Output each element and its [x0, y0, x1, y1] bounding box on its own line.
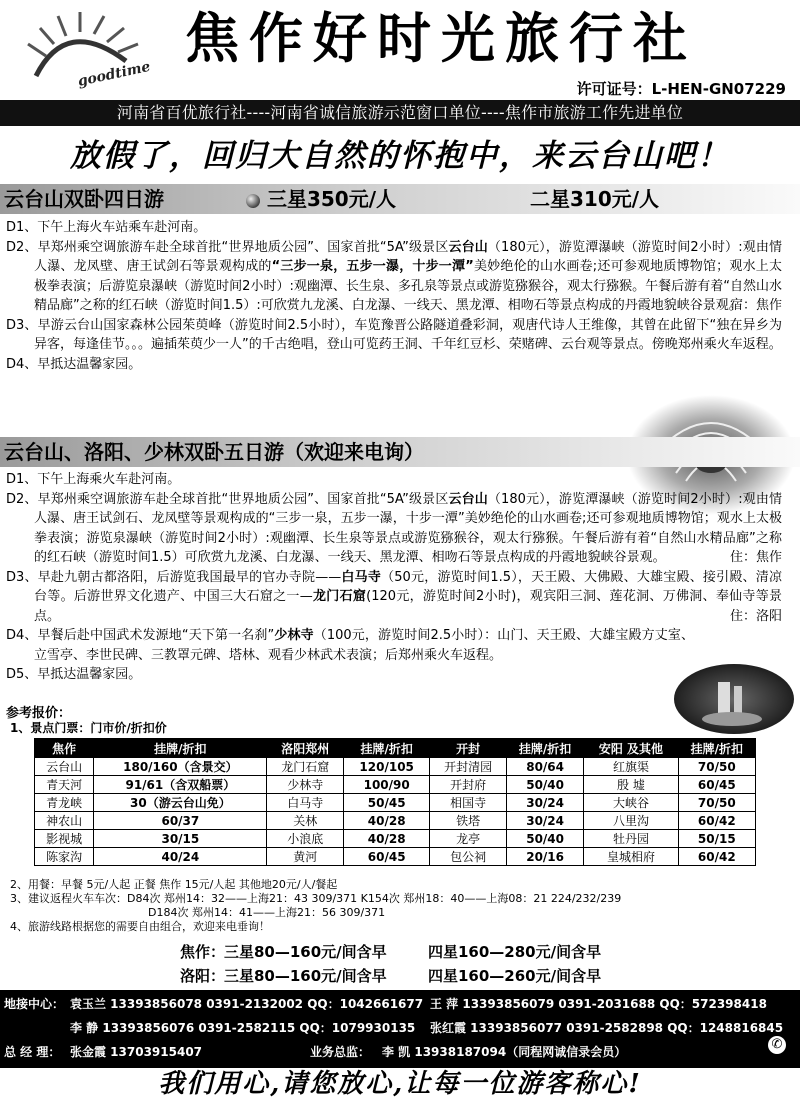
- table-header-row: [35, 739, 756, 758]
- agency-title: 焦作好时光旅行社: [185, 6, 697, 70]
- logo-text: goodtime: [76, 58, 152, 90]
- table-cell: 陈家沟: [35, 848, 94, 866]
- waterfall-image: [674, 664, 794, 734]
- table-cell: 龙门石窟: [267, 758, 344, 776]
- contact-entry: 王 萍 13393856079 0391-2031688 QQ：572398418: [430, 997, 767, 1011]
- tour2-header: [0, 437, 800, 467]
- hotel-3star-price: 三星80—160元/间含早: [224, 943, 387, 961]
- table-cell: 黄河: [267, 848, 344, 866]
- table-cell: 云台山: [35, 758, 94, 776]
- contact-center-label: 地接中心：: [4, 997, 65, 1011]
- table-cell: 30/15: [94, 830, 267, 848]
- table-cell: 白马寺: [267, 794, 344, 812]
- table-cell: 八里沟: [584, 812, 678, 830]
- table-cell: 开封清园: [430, 758, 507, 776]
- table-cell: 少林寺: [267, 776, 344, 794]
- table-row: [35, 830, 756, 848]
- reference-subtitle: 1、景点门票：门市价/折扣价: [10, 721, 167, 735]
- tour1-price-3star: 三星350元/人: [246, 184, 396, 214]
- table-cell: 小浪底: [267, 830, 344, 848]
- table-row: [35, 758, 756, 776]
- table-cell: 60/45: [678, 776, 755, 794]
- table-cell: 70/50: [678, 794, 755, 812]
- col-header: 挂牌/折扣: [94, 739, 267, 758]
- table-cell: 40/28: [344, 812, 430, 830]
- headline-slogan: 放假了，回归大自然的怀抱中，来云台山吧！: [70, 138, 730, 174]
- reference-notes: [10, 878, 790, 934]
- table-cell: 青龙峡: [35, 794, 94, 812]
- table-cell: 40/24: [94, 848, 267, 866]
- table-cell: 红旗渠: [584, 758, 678, 776]
- table-cell: 91/61（含双船票）: [94, 776, 267, 794]
- table-cell: 80/64: [506, 758, 583, 776]
- table-row: [35, 776, 756, 794]
- table-cell: 60/42: [678, 848, 755, 866]
- table-cell: 30/24: [506, 812, 583, 830]
- table-row: [35, 848, 756, 866]
- table-cell: 120/105: [344, 758, 430, 776]
- table-cell: 大峡谷: [584, 794, 678, 812]
- tour1-day3: D3、早游云台山国家森林公园茱萸峰（游览时间2.5小时），车览豫晋公路隧道叠彩洞，观唐代诗人王维像，其曾在此留下“独在异乡为异客，每逢佳节。。。遍插茱萸少一人”的千古绝唱，登山可览药王洞、千年红豆杉、荣赌碑、云台观等景点。傍晚郑州乘火车返程。: [6, 317, 782, 352]
- honor-bar: 河南省百优旅行社----河南省诚信旅游示范窗口单位----焦作市旅游工作先进单位: [0, 100, 800, 126]
- tour2-itinerary: [6, 470, 782, 685]
- tour2-day5: D5、早抵达温馨家园。: [6, 667, 142, 682]
- table-cell: 殷 墟: [584, 776, 678, 794]
- contact-entry: 李 静 13393856076 0391-2582115 QQ：1079930135: [70, 1021, 416, 1035]
- tour1-price-2star: 二星310元/人: [530, 187, 660, 211]
- table-cell: 青天河: [35, 776, 94, 794]
- contact-entry: 张红霞 13393856077 0391-2582898 QQ：1248816845: [430, 1021, 784, 1035]
- tour1-header: [0, 184, 800, 214]
- col-header: 开封: [430, 739, 507, 758]
- tour2-title: 云台山、洛阳、少林双卧五日游（欢迎来电询）: [4, 440, 424, 464]
- table-cell: 龙亭: [430, 830, 507, 848]
- tour2-day1: D1、下午上海乘火车赴河南。: [6, 472, 181, 487]
- phone-icon: ✆: [768, 1036, 786, 1054]
- table-cell: 铁塔: [430, 812, 507, 830]
- table-cell: 60/37: [94, 812, 267, 830]
- table-cell: 30（游云台山免）: [94, 794, 267, 812]
- contact-entry: 袁玉兰 13393856078 0391-2132002 QQ：1042661677: [70, 997, 424, 1011]
- col-header: 挂牌/折扣: [678, 739, 755, 758]
- table-cell: 30/24: [506, 794, 583, 812]
- train-note-2: D184次 郑州14：41——上海21：56 309/371: [148, 906, 386, 919]
- ticket-price-table: [34, 738, 756, 866]
- table-row: [35, 794, 756, 812]
- manager-contact: 张金霞 13703915407: [70, 1045, 203, 1059]
- table-cell: 50/40: [506, 830, 583, 848]
- footer-slogan: 我们用心,请您放心,让每一位游客称心!: [158, 1069, 642, 1099]
- license-number: 许可证号：L-HEN-GN07229: [576, 80, 786, 98]
- tour1-day1: D1、下午上海火车站乘车赴河南。: [6, 220, 207, 235]
- table-cell: 70/50: [678, 758, 755, 776]
- reference-title: 参考报价：: [6, 706, 72, 721]
- table-cell: 60/45: [344, 848, 430, 866]
- train-note: 3、建议返程火车车次：D84次 郑州14：32——上海21：43 309/371 K154次 郑州18：40——上海08：21 224/232/239: [10, 892, 622, 905]
- table-cell: 包公祠: [430, 848, 507, 866]
- table-cell: 50/45: [344, 794, 430, 812]
- table-cell: 180/160（含景交）: [94, 758, 267, 776]
- hotel-4star-price: 四星160—280元/间含早: [428, 943, 602, 961]
- hotel-city-label: 焦作：: [180, 943, 226, 961]
- table-cell: 50/15: [678, 830, 755, 848]
- col-header: 焦作: [35, 739, 94, 758]
- tour1-title: 云台山双卧四日游: [4, 187, 164, 211]
- hotel-3star-price: 三星80—160元/间含早: [224, 967, 387, 985]
- tour1-day4: D4、早抵达温馨家园。: [6, 356, 142, 372]
- table-cell: 神农山: [35, 812, 94, 830]
- tour2-day3: D3、早赴九朝古都洛阳，后游览我国最早的官办寺院——白马寺（50元，游览时间1.5），天王殿、大佛殿、大雄宝殿、接引殿、清凉台等。后游世界文化遗产、中国三大石窟之一—龙门石窟(120元，游览时间2小时)，观宾阳三洞、莲花洞、万佛洞、奉仙寺等景点。 住：洛阳: [6, 569, 782, 624]
- bullet-icon: [246, 194, 260, 208]
- table-cell: 20/16: [506, 848, 583, 866]
- tour1-itinerary: [6, 218, 782, 374]
- table-cell: 相国寺: [430, 794, 507, 812]
- hotel-city-label: 洛阳：: [180, 967, 226, 985]
- table-cell: 开封府: [430, 776, 507, 794]
- tour2-day2: D2、早郑州乘空调旅游车赴全球首批“世界地质公园”、国家首批“5A”级景区云台山（180元），游览潭瀑峡（游览时间2小时）:观由情人瀑、唐王试剑石、龙凤壁等景观构成的“三步一泉，五步一瀑，十步一潭”美妙绝伦的山水画卷;还可参观地质博物馆；观水上太极拳表演；游览泉瀑峡（游览时间2小时）:观幽潭、长生泉等景点或游览猕猴谷，观太行猕猴。午餐后游有着“自然山水精品廊”之称的红石峡（游览时间1.5）可欣赏九龙溪、白龙瀑、一线天、黑龙潭、相吻石等景点构成的丹霞地貌峡谷景观。 住：焦作: [6, 491, 782, 565]
- col-header: 洛阳郑州: [267, 739, 344, 758]
- col-header: 挂牌/折扣: [506, 739, 583, 758]
- manager-label: 总 经 理：: [4, 1045, 61, 1059]
- table-cell: 关林: [267, 812, 344, 830]
- tour2-day4: D4、早餐后赴中国武术发源地“天下第一名刹”少林寺（100元，游览时间2.5小时）：山门、天王殿、大雄宝殿方丈室、立雪亭、李世民碑、三教罩元碑、塔林、观看少林武术表演；后郑州乘火车返程。: [6, 628, 694, 663]
- table-cell: 牡丹园: [584, 830, 678, 848]
- table-row: [35, 812, 756, 830]
- table-cell: 50/40: [506, 776, 583, 794]
- hotel-4star-price: 四星160—260元/间含早: [428, 967, 602, 985]
- meal-note: 2、用餐：早餐 5元/人起 正餐 焦作 15元/人起 其他地20元/人/餐起: [10, 878, 338, 891]
- goodtime-logo: [6, 6, 156, 92]
- table-cell: 40/28: [344, 830, 430, 848]
- table-cell: 60/42: [678, 812, 755, 830]
- business-contact: 李 凯 13938187094（同程网诚信录会员）: [382, 1045, 627, 1059]
- custom-route-note: 4、旅游线路根据您的需要自由组合，欢迎来电垂询！: [10, 920, 270, 933]
- col-header: 挂牌/折扣: [344, 739, 430, 758]
- table-cell: 100/90: [344, 776, 430, 794]
- business-label: 业务总监：: [310, 1045, 371, 1059]
- contact-bar: [0, 990, 800, 1068]
- col-header: 安阳 及其他: [584, 739, 678, 758]
- tour1-day2: D2、早郑州乘空调旅游车赴全球首批“世界地质公园”、国家首批“5A”级景区云台山（180元），游览潭瀑峡（游览时间2小时）:观由情人瀑、龙凤壁、唐王试剑石等景观构成的“三步一泉，五步一瀑，十步一潭”美妙绝伦的山水画卷;还可参观地质博物馆；观水上太极拳表演；后游览泉瀑峡（游览时间2小时）:观幽潭、长生泉、多孔泉等景点或游览猕猴谷，观太行猕猴。午餐后游有着“自然山水精品廊”之称的红石峡（游览时间1.5）:可欣赏九龙溪、白龙瀑、一线天、黑龙潭、相吻石等景点构成的丹霞地貌峡谷景观。 宿：焦作: [6, 239, 782, 313]
- table-cell: 皇城相府: [584, 848, 678, 866]
- table-cell: 影视城: [35, 830, 94, 848]
